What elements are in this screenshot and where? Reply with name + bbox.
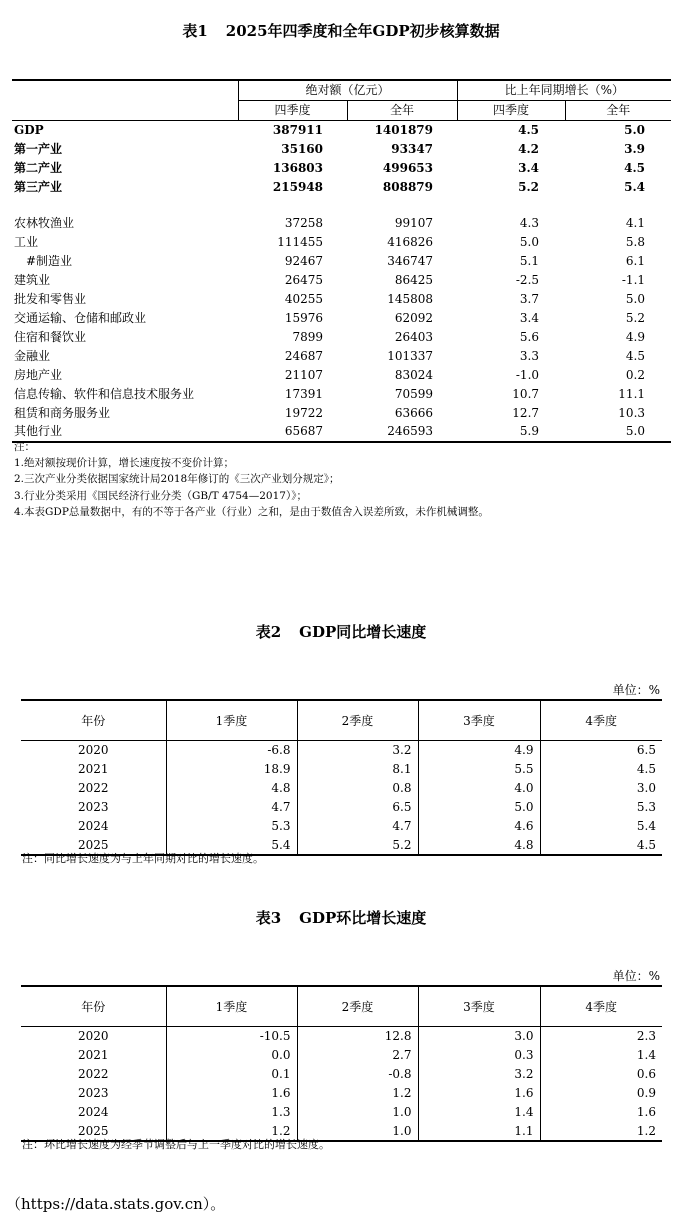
table1-notes xyxy=(14,439,489,520)
value-cell: 5.3 xyxy=(166,817,297,836)
cell-g-q4: 4.2 xyxy=(518,141,540,156)
note-line: 4.本表GDP总量数据中，有的不等于各产业（行业）之和，是由于数值舍入误差所致，未作机械调整。 xyxy=(14,505,489,518)
cell-g-q4: 4.5 xyxy=(518,122,540,137)
column-header: 1季度 xyxy=(166,700,297,741)
table3-title-prefix: 表3 xyxy=(255,909,282,927)
table2-title-prefix: 表2 xyxy=(255,623,282,641)
value-cell: 4.8 xyxy=(166,779,297,798)
column-header: 4季度 xyxy=(540,700,662,741)
year-cell: 2025 xyxy=(21,836,166,856)
table-row xyxy=(21,1084,662,1103)
table1-title-text: 2025年四季度和全年GDP初步核算数据 xyxy=(225,22,500,40)
year-cell: 2025 xyxy=(21,1122,166,1142)
value-cell: -6.8 xyxy=(166,741,297,760)
cell-year: 99107 xyxy=(394,216,434,231)
row-label: 金融业 xyxy=(14,348,51,363)
value-cell: 1.0 xyxy=(297,1103,418,1122)
value-cell: 1.2 xyxy=(540,1122,662,1142)
value-cell: 1.2 xyxy=(166,1122,297,1142)
table-row xyxy=(12,347,671,366)
row-label: 建筑业 xyxy=(14,273,51,288)
row-label: 工业 xyxy=(14,235,39,250)
cell-q4: 7899 xyxy=(292,329,323,344)
value-cell: 0.1 xyxy=(166,1065,297,1084)
cell-g-year: 5.8 xyxy=(625,235,646,250)
cell-g-year: 4.5 xyxy=(624,160,646,175)
value-cell: 3.2 xyxy=(297,741,418,760)
cell-q4: 37258 xyxy=(284,216,323,231)
cell-year: 86425 xyxy=(394,273,434,288)
table-row xyxy=(21,741,662,760)
cell-q4: 15976 xyxy=(284,310,323,325)
cell-g-year: 5.2 xyxy=(625,310,646,325)
value-cell: 5.3 xyxy=(540,798,662,817)
column-header: 3季度 xyxy=(418,700,540,741)
table1-gdp-accounting xyxy=(12,79,671,443)
cell-q4: 111455 xyxy=(277,235,323,250)
year-cell: 2020 xyxy=(77,743,109,757)
table3-qoq-growth xyxy=(21,985,662,1142)
cell-year: 70599 xyxy=(394,386,434,401)
value-cell: 4.0 xyxy=(418,779,540,798)
cell-year: 145808 xyxy=(387,292,434,307)
row-label: 批发和零售业 xyxy=(14,292,87,307)
value-cell: 1.4 xyxy=(418,1103,540,1122)
year-cell: 2024 xyxy=(77,818,109,833)
column-header: 1季度 xyxy=(166,986,297,1027)
table1-header-year: 全年 xyxy=(347,100,457,120)
cell-q4: 17391 xyxy=(284,386,323,401)
value-cell: 2.3 xyxy=(540,1027,662,1046)
cell-g-q4: 5.0 xyxy=(519,235,540,250)
table-row xyxy=(21,760,662,779)
row-label: 住宿和餐饮业 xyxy=(14,329,87,344)
value-cell: 1.6 xyxy=(418,1084,540,1103)
table-row xyxy=(12,290,671,309)
value-cell: 0.3 xyxy=(418,1046,540,1065)
table1-corner xyxy=(12,80,238,120)
cell-year: 499653 xyxy=(382,160,434,175)
table2-unit: 单位：% xyxy=(612,683,660,697)
cell-g-q4: 12.7 xyxy=(512,405,540,420)
cell-g-q4: 5.9 xyxy=(457,422,565,442)
value-cell: 2.7 xyxy=(297,1046,418,1065)
value-cell: 4.6 xyxy=(418,817,540,836)
table1-group-growth: 比上年同期增长（%） xyxy=(457,80,671,100)
cell-year: 246593 xyxy=(347,422,457,442)
cell-g-year: 5.0 xyxy=(625,292,646,307)
value-cell: 3.0 xyxy=(540,779,662,798)
cell-g-q4: 10.7 xyxy=(512,386,540,401)
year-cell: 2022 xyxy=(77,780,109,795)
year-cell: 2020 xyxy=(77,1029,109,1043)
cell-q4: 387911 xyxy=(272,122,323,137)
table1-title xyxy=(0,21,682,41)
table3-unit: 单位：% xyxy=(612,969,660,983)
value-cell: 1.6 xyxy=(540,1103,662,1122)
cell-g-q4: 5.2 xyxy=(518,179,540,194)
cell-g-q4: 5.1 xyxy=(519,254,540,269)
table-row xyxy=(21,817,662,836)
year-cell: 2021 xyxy=(77,1047,109,1062)
table-row xyxy=(12,178,671,197)
table-row xyxy=(12,140,671,159)
cell-q4: 65687 xyxy=(238,422,347,442)
table1-header-q4: 四季度 xyxy=(238,100,347,120)
value-cell: 4.7 xyxy=(166,798,297,817)
cell-q4: 136803 xyxy=(272,160,323,175)
table1-header-growth-q4: 四季度 xyxy=(457,100,565,120)
year-cell: 2021 xyxy=(77,761,109,776)
value-cell: 4.5 xyxy=(540,836,662,856)
row-label: 第二产业 xyxy=(14,160,63,175)
year-cell: 2023 xyxy=(77,1085,109,1100)
table2-title xyxy=(0,622,682,642)
cell-q4: 24687 xyxy=(284,348,323,363)
note-line: 注： xyxy=(14,441,35,453)
table3-title-text: GDP环比增长速度 xyxy=(299,909,427,927)
row-label: 农林牧渔业 xyxy=(14,216,75,231)
row-label: #制造业 xyxy=(26,254,73,269)
value-cell: 4.7 xyxy=(297,817,418,836)
cell-year: 83024 xyxy=(394,367,434,382)
table1-group-absolute: 绝对额（亿元） xyxy=(238,80,457,100)
value-cell: 1.2 xyxy=(297,1084,418,1103)
value-cell: 1.1 xyxy=(418,1122,540,1142)
table2-title-text: GDP同比增长速度 xyxy=(299,623,427,641)
value-cell: 18.9 xyxy=(166,760,297,779)
note-line: 3.行业分类采用《国民经济行业分类（GB/T 4754—2017）》； xyxy=(14,489,307,502)
row-label: 信息传输、软件和信息技术服务业 xyxy=(14,386,195,401)
cell-g-year: 3.9 xyxy=(624,141,646,156)
table-row xyxy=(21,1065,662,1084)
cell-g-year: 5.0 xyxy=(624,122,646,137)
cell-g-q4: 4.3 xyxy=(519,216,540,231)
cell-g-year: -1.1 xyxy=(621,273,646,288)
value-cell: 0.6 xyxy=(540,1065,662,1084)
table-row xyxy=(21,779,662,798)
column-header: 年份 xyxy=(21,986,166,1027)
value-cell: 5.4 xyxy=(540,817,662,836)
column-header: 3季度 xyxy=(418,986,540,1027)
table1-header-growth-year: 全年 xyxy=(565,100,671,120)
cell-year: 93347 xyxy=(391,141,434,156)
cell-g-q4: -1.0 xyxy=(515,367,540,382)
cell-year: 62092 xyxy=(394,310,434,325)
table2-note: 注：同比增长速度为与上年同期对比的增长速度。 xyxy=(22,852,264,865)
value-cell: 0.8 xyxy=(297,779,418,798)
row-label: 第三产业 xyxy=(14,179,63,194)
row-label: 其他行业 xyxy=(12,422,238,442)
table3-title xyxy=(0,908,682,928)
value-cell: 8.1 xyxy=(297,760,418,779)
table1-title-prefix: 表1 xyxy=(182,22,208,40)
table3-note: 注：环比增长速度为经季节调整后与上一季度对比的增长速度。 xyxy=(22,1138,330,1151)
year-cell: 2023 xyxy=(77,799,109,814)
row-label: 房地产业 xyxy=(14,367,63,382)
value-cell: 1.3 xyxy=(166,1103,297,1122)
note-line: 2.三次产业分类依据国家统计局2018年修订的《三次产业划分规定》； xyxy=(14,473,340,486)
cell-g-year: 6.1 xyxy=(625,254,646,269)
cell-year: 101337 xyxy=(387,348,434,363)
cell-year: 346747 xyxy=(387,254,434,269)
table-row xyxy=(21,1027,662,1046)
column-header: 2季度 xyxy=(297,700,418,741)
table-row xyxy=(12,159,671,178)
source-link[interactable]: （https://data.stats.gov.cn）。 xyxy=(6,1195,226,1213)
value-cell: 1.0 xyxy=(297,1122,418,1142)
row-label: 租赁和商务服务业 xyxy=(14,405,111,420)
cell-g-year: 10.3 xyxy=(618,405,646,420)
table-row xyxy=(12,252,671,271)
cell-q4: 92467 xyxy=(284,254,323,269)
value-cell: 12.8 xyxy=(297,1027,418,1046)
cell-g-q4: 5.6 xyxy=(519,329,540,344)
cell-year: 1401879 xyxy=(374,122,434,137)
value-cell: 3.0 xyxy=(418,1027,540,1046)
table-row xyxy=(21,1103,662,1122)
cell-g-year: 11.1 xyxy=(618,386,646,401)
cell-q4: 21107 xyxy=(284,367,323,382)
cell-year: 63666 xyxy=(394,405,434,420)
value-cell: 5.0 xyxy=(418,798,540,817)
row-label: 第一产业 xyxy=(14,141,63,156)
table-row xyxy=(12,214,671,233)
value-cell: 5.4 xyxy=(166,836,297,856)
table-row xyxy=(12,233,671,252)
value-cell: 4.5 xyxy=(540,760,662,779)
cell-g-year: 0.2 xyxy=(625,367,646,382)
cell-g-q4: 3.7 xyxy=(519,292,540,307)
table-row xyxy=(12,309,671,328)
cell-year: 416826 xyxy=(387,235,434,250)
value-cell: -10.5 xyxy=(166,1027,297,1046)
cell-g-q4: -2.5 xyxy=(515,273,540,288)
cell-g-q4: 3.4 xyxy=(519,310,540,325)
cell-q4: 35160 xyxy=(281,141,323,156)
cell-g-year: 4.5 xyxy=(625,348,646,363)
table-row xyxy=(12,120,671,139)
table-row xyxy=(12,328,671,347)
cell-q4: 40255 xyxy=(284,292,323,307)
value-cell: 5.2 xyxy=(297,836,418,856)
table-row xyxy=(21,1046,662,1065)
value-cell: 5.5 xyxy=(418,760,540,779)
cell-year: 26403 xyxy=(394,329,434,344)
table2-yoy-growth xyxy=(21,699,662,856)
value-cell: 4.8 xyxy=(418,836,540,856)
table-row xyxy=(12,366,671,385)
year-cell: 2024 xyxy=(77,1104,109,1119)
value-cell: 6.5 xyxy=(297,798,418,817)
value-cell: 4.9 xyxy=(418,741,540,760)
value-cell: 1.6 xyxy=(166,1084,297,1103)
cell-q4: 215948 xyxy=(272,179,323,194)
value-cell: 6.5 xyxy=(540,741,662,760)
cell-g-year: 4.9 xyxy=(625,329,646,344)
table-row xyxy=(12,404,671,423)
cell-year: 808879 xyxy=(382,179,434,194)
row-label: GDP xyxy=(14,122,44,137)
cell-g-q4: 3.4 xyxy=(518,160,540,175)
value-cell: -0.8 xyxy=(297,1065,418,1084)
table1-spacer-row xyxy=(12,196,671,214)
row-label: 交通运输、仓储和邮政业 xyxy=(14,310,147,325)
year-cell: 2022 xyxy=(77,1066,109,1081)
column-header: 2季度 xyxy=(297,986,418,1027)
table-row xyxy=(21,798,662,817)
table-row xyxy=(12,385,671,404)
value-cell: 0.9 xyxy=(540,1084,662,1103)
cell-q4: 26475 xyxy=(284,273,323,288)
value-cell: 1.4 xyxy=(540,1046,662,1065)
value-cell: 0.0 xyxy=(166,1046,297,1065)
note-line: 1.绝对额按现价计算，增长速度按不变价计算； xyxy=(14,457,235,470)
column-header: 年份 xyxy=(21,700,166,741)
cell-q4: 19722 xyxy=(284,405,323,420)
cell-g-year: 5.0 xyxy=(565,422,671,442)
cell-g-year: 4.1 xyxy=(625,216,646,231)
table1-body xyxy=(12,120,671,442)
table-row xyxy=(12,271,671,290)
column-header: 4季度 xyxy=(540,986,662,1027)
cell-g-year: 5.4 xyxy=(624,179,646,194)
value-cell: 3.2 xyxy=(418,1065,540,1084)
cell-g-q4: 3.3 xyxy=(519,348,540,363)
